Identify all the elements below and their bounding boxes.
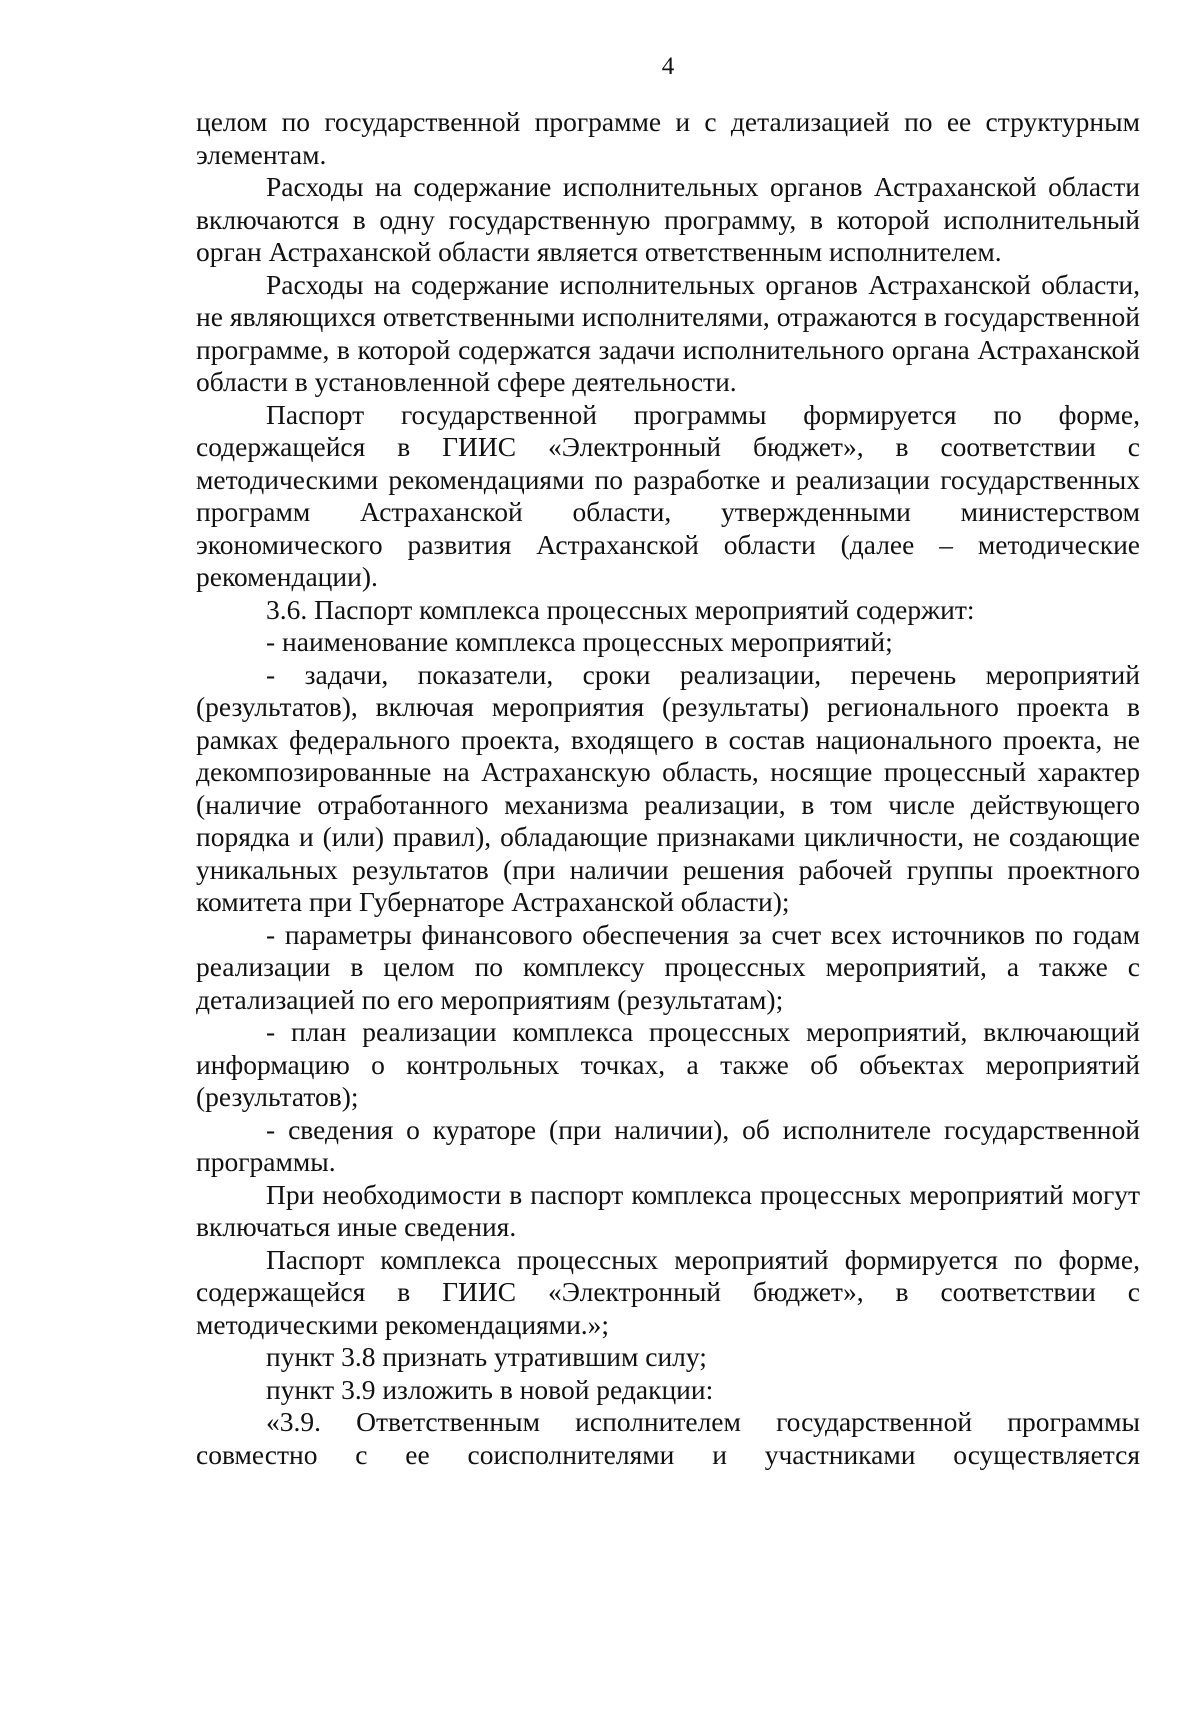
paragraph-expenses-non-responsible: Расходы на содержание исполнительных органов Астраханской области, не являющихся ответственными исполнителями, отражаются в государственной программе, в которой содержатся задачи исполнительного органа Астраханской области в установленной сфере деятельности. [196, 268, 1140, 397]
paragraph-complex-passport: Паспорт комплекса процессных мероприятий формируется по форме, содержащейся в ГИИС «Электронный бюджет», в соответствии с методическими рекомендациями.»; [196, 1243, 1140, 1340]
list-item-tasks: - задачи, показатели, сроки реализации, перечень мероприятий (результатов), включая мероприятия (результаты) регионального проекта в рамках федерального проекта, входящего в состав национального проекта, не декомпозированные на Астраханскую область, носящие процессный характер (наличие отработанного механизма реализации, в том числе действующего порядка и (или) правил), обладающие признаками цикличности, не создающие уникальных результатов (при наличии решения рабочей группы проектного комитета при Губернаторе Астраханской области); [196, 658, 1140, 917]
list-item-financing: - параметры финансового обеспечения за счет всех источников по годам реализации в целом по комплексу процессных мероприятий, а также с детализацией по его мероприятиям (результатам); [196, 918, 1140, 1015]
list-item-plan: - план реализации комплекса процессных мероприятий, включающий информацию о контрольных точках, а также об объектах мероприятий (результатов); [196, 1016, 1140, 1112]
paragraph-item-3-9: пункт 3.9 изложить в новой редакции: [266, 1373, 714, 1405]
paragraph-item-3-8: пункт 3.8 признать утратившим силу; [266, 1341, 707, 1372]
paragraph-section-3-9: «3.9. Ответственным исполнителем государственной программы совместно с ее соисполнителями и участниками осуществляется [196, 1406, 1140, 1470]
paragraph-program-passport: Паспорт государственной программы формируется по форме, содержащейся в ГИИС «Электронный бюджет», в соответствии с методическими рекомендациями по разработке и реализации государственных программ Астраханской области, утвержденными министерством экономического развития Астраханской области (далее – методические рекомендации). [196, 398, 1140, 592]
list-item-name: - наименование комплекса процессных мероприятий; [266, 626, 893, 657]
list-item-curator: - сведения о кураторе (при наличии), об исполнителе государственной программы. [196, 1113, 1140, 1177]
paragraph-additional-info: При необходимости в паспорт комплекса процессных мероприятий могут включаться иные сведения. [196, 1178, 1140, 1242]
paragraph-section-3-6: 3.6. Паспорт комплекса процессных мероприятий содержит: [266, 593, 975, 625]
document-body [196, 106, 1140, 1471]
paragraph-expenses-responsible: Расходы на содержание исполнительных органов Астраханской области включаются в одну государственную программу, в которой исполнительный орган Астраханской области является ответственным исполнителем. [196, 171, 1140, 267]
page-number: 4 [661, 53, 675, 80]
paragraph-continuation: целом по государственной программе и с детализацией по ее структурным элементам. [196, 106, 1140, 170]
